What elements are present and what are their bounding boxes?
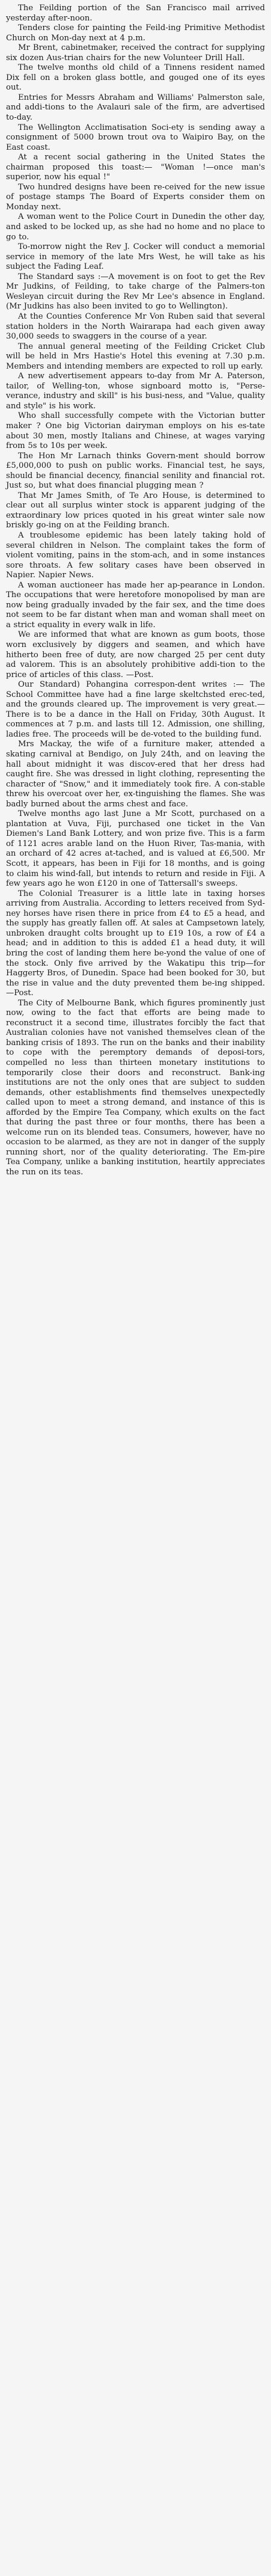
news-item-san-francisco-mail: The Feilding portion of the San Francisco mail arrived yesterday after-noon. (6, 4, 265, 23)
news-item-larnach-borrowing: The Hon Mr Larnach thinks Govern-ment should borrow £5,000,000 to push on public works. Financial test, he says, should be financial decency, financial senility and financial rot. Just so, but what does financial plugging mean ? (6, 451, 265, 491)
news-item-melbourne-bank: The City of Melbourne Bank, which figures prominently just now, owing to the fact that efforts are being made to reconstruct it a second time, illustrates forcibly the fact that Australian colonies have not vanished themselves clean of the banking crisis of 1893. The run on the banks and their inability to cope with the peremptory demands of deposi-tors, compelled no less than thirteen monetary institutions to temporarily close their doors and reconstruct. Bank-ing institutions are not the only ones that are subject to sudden demands, other establishments find themselves unexpectedly called upon to meet a strong demand, and instance of this is afforded by the Empire Tea Company, which exults on the fact that during the past three or four months, there has been a welcome run on its blended teas. Consumers, however, have no occasion to be alarmed, as they are not in danger of the supply running short, nor of the quality deteriorating. The Em-pire Tea Company, unlike a banking institution, heartily appreciates the run on its teas. (6, 998, 265, 1177)
news-item-horse-duty: The Colonial Treasurer is a little late in taxing horses arriving from Australia. According to letters received from Syd-ney horses have risen there in price from £4 to £5 a head, and the supply has greatly fallen off. At sales at Campsetown lately, unbroken draught colts brought up to £19 10s, a row of £4 a head; and in addition to this is added £1 a head duty, it will bring the cost of landing them here be-yond the value of one of the stock. Only five arrived by the Wakatipu this trip—for Haggerty Bros, of Dunedin. Space had been booked for 30, but the rise in value and the duty prevented them be-ing shipped.—Post. (6, 889, 265, 998)
news-item-tailor-advertisement: A new advertisement appears to-day from Mr A. Paterson, tailor, of Welling-ton, whose signboard motto is, "Perse-verance, industry and skill" is his busi-ness, and "Value, quality and style" is his work. (6, 372, 265, 411)
news-item-pohangina-school: Our Standard) Pohangina correspon-dent writes :— The School Committee have had a fine large skeltchsted erec-ted, and the grounds cleared up. The improvement is very great.—There is to be a dance in the Hall on Friday, 30th August. It commences at 7 p.m. and lasts till 12. Admission, one shilling, ladies free. The proceeds will be de-voted to the building fund. (6, 680, 265, 739)
news-item-drill-hall-chairs: Mr Brent, cabinetmaker, received the contract for supplying six dozen Aus-trian chairs for the new Volunteer Drill Hall. (6, 43, 265, 63)
news-item-church-painting-tenders: Tenders close for painting the Feild-ing Primitive Methodist Church on Mon-day next at 4 p.m. (6, 23, 265, 43)
news-item-toast: At a recent social gathering in the United States the chairman proposed this toast:— "Woman !—once man's superior, now his equal !" (6, 153, 265, 182)
news-item-gum-boots-duty: We are informed that what are known as gum boots, those worn exclusively by diggers and seamen, and which have hitherto been free of duty, are now charged 25 per cent duty ad valorem. This is an absolutely prohibitive addi-tion to the price of articles of this class. —Post. (6, 630, 265, 679)
news-item-victorian-butter: Who shall successfully compete with the Victorian butter maker ? One big Victorian dairyman employs on his es-tate about 30 men, mostly Italians and Chinese, at wages varying from 5s to 10s per week. (6, 411, 265, 451)
news-item-postage-stamps: Two hundred designs have been re-ceived for the new issue of postage stamps The Board of Experts consider them on Monday next. (6, 182, 265, 212)
news-item-counties-conference: At the Counties Conference Mr Von Ruben said that several station holders in the North Wairarapa had each given away 30,000 seeds to swaggers in the course of a year. (6, 311, 265, 342)
news-item-woman-auctioneer: A woman auctioneer has made her ap-pearance in London. The occupations that were heretofore monopolised by man are now being gradually invaded by the fair sex, and the time does not seem to be far distant when man and woman shall meet on a strict equality in every walk in life. (6, 580, 265, 630)
news-item-child-injury: The twelve months old child of a Tinnens resident named Dix fell on a broken glass bottle, and gouged one of its eyes out. (6, 63, 265, 93)
news-item-sale-entries: Entries for Messrs Abraham and Williams' Palmerston sale, and addi-tions to the Avalauri sale of the firm, are advertised to-day. (6, 93, 265, 123)
news-item-wesleyan-circuit: The Standard says :—A movement is on foot to get the Rev Mr Judkins, of Feilding, to take charge of the Palmers-ton Wesleyan circuit during the Rev Mr Lee's absence in England. (Mr Judkins has also been invited to go to Wellington). (6, 272, 265, 311)
news-item-winter-sale: That Mr James Smith, of Te Aro House, is determined to clear out all surplus winter stock is apparent judging of the extraordinary low prices quoted in his great winter sale now briskly go-ing on at the Feilding branch. (6, 491, 265, 530)
news-item-skating-carnival-fire: Mrs Mackay, the wife of a furniture maker, attended a skating carnival at Bendigo, on July 24th, and on leaving the hall about midnight it was discov-ered that her dress had caught fire. She was dressed in light clothing, representing the character of "Snow," and it immediately took fire. A con-stable threw his overcoat over her, ex-tinguishing the flames. She was badly burned about the arms chest and face. (6, 740, 265, 809)
news-item-police-court: A woman went to the Police Court in Dunedin the other day, and asked to be locked up, as she had no home and no place to go to. (6, 212, 265, 242)
news-item-nelson-epidemic: A troublesome epidemic has been lately taking hold of several children in Nelson. The complaint takes the form of violent vomiting, pains in the stom-ach, and in some instances sore throats. A few solitary cases have been observed in Napier. Napier News. (6, 530, 265, 580)
news-item-trout-ova: The Wellington Acclimatisation Soci-ety is sending away a consignment of 5000 brown trout ova to Waipiro Bay, on the East coast. (6, 123, 265, 152)
news-item-memorial-service: To-morrow night the Rev J. Cocker will conduct a memorial service in memory of the late Mrs West, he will take as his subject the Fading Leaf. (6, 242, 265, 272)
news-item-lottery-win: Twelve months ago last June a Mr Scott, purchased on a plantation at Vuva, Fiji, purchased one ticket in the Van Diemen's Land Bank Lottery, and won prize five. This is a farm of 1121 acres arable land on the Huon River, Tas-mania, with an orchard of 42 acres at-tached, and is valued at £6,500. Mr Scott, it appears, has been in Fiji for 18 months, and is going to claim his wind-fall, but intends to return and reside in Fiji. A few years ago he won £120 in one of Tattersall's sweeps. (6, 809, 265, 889)
news-item-cricket-club: The annual general meeting of the Feilding Cricket Club will be held in Mrs Hastie's Hotel this evening at 7.30 p.m. Members and intending members are expected to roll up early. (6, 342, 265, 371)
